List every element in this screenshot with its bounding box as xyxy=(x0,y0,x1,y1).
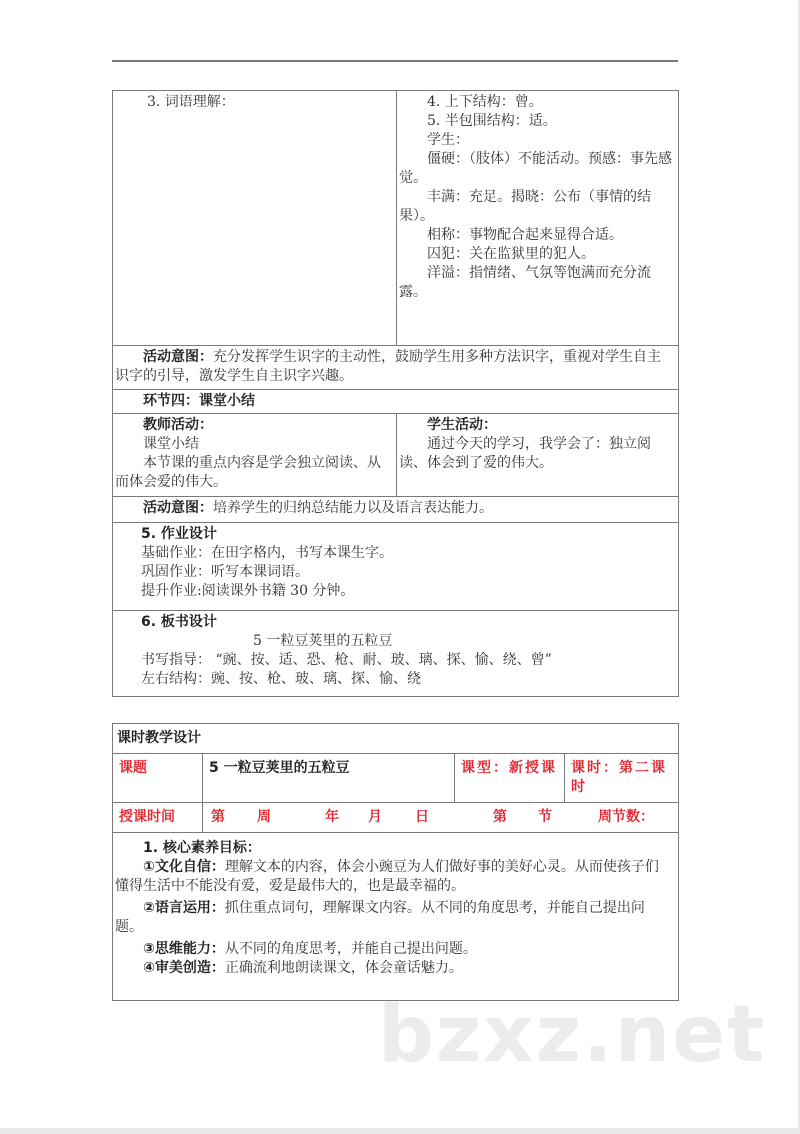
goal-label: ④审美创造： xyxy=(143,960,225,976)
goal-item xyxy=(115,959,672,978)
time-field-weekly-periods: 周节数： xyxy=(598,809,654,825)
time-field-week-prefix: 第 xyxy=(211,809,225,825)
goal-label: ②语言运用： xyxy=(143,900,225,916)
vocab-line: 丰满：充足。揭晓：公布（事情的结果）。 xyxy=(399,189,651,224)
lesson-type: 课型：新授课 xyxy=(461,760,557,776)
board-design-title: 5 一粒豆荚里的五粒豆 xyxy=(253,633,393,649)
goal-label: ①文化自信： xyxy=(143,859,225,875)
homework-item: 基础作业：在田字格内，书写本课生字。 xyxy=(141,545,393,561)
time-field-month: 月 xyxy=(368,809,382,825)
topic-value-cell xyxy=(203,754,455,803)
goal-item xyxy=(115,899,672,937)
time-field-week: 周 xyxy=(257,809,271,825)
activity-intent-text: 充分发挥学生识字的主动性，鼓励学生用多种方法识字，重视对学生自主识字的引导，激发学生自主识字兴趣。 xyxy=(115,349,661,384)
vocab-right-cell xyxy=(397,91,679,346)
vocab-line: 囚犯：关在监狱里的犯人。 xyxy=(427,246,595,262)
activity-intent-label: 活动意图： xyxy=(143,500,213,516)
teaching-time-row xyxy=(113,803,679,833)
goal-text: 理解文本的内容，体会小豌豆为人们做好事的美好心灵。从而使孩子们懂得生活中不能没有爱，爱是最伟大的，也是最幸福的。 xyxy=(115,859,659,894)
page-bottom-edge xyxy=(0,1128,800,1134)
topic-label: 课题 xyxy=(119,760,147,776)
activity-intent-cell-2 xyxy=(113,497,679,523)
table-title-cell xyxy=(113,724,679,754)
homework-item: 提升作业:阅读课外书籍 30 分钟。 xyxy=(141,583,355,599)
student-activity-text: 通过今天的学习，我学会了：独立阅读、体会到了爱的伟大。 xyxy=(399,436,651,471)
time-field-day: 日 xyxy=(415,809,429,825)
lesson-design-table xyxy=(112,723,679,1001)
teacher-activity-line: 本节课的重点内容是学会独立阅读、从而体会爱的伟大。 xyxy=(115,455,381,490)
goals-heading: 1. 核心素养目标： xyxy=(143,840,261,856)
board-design-cell xyxy=(113,611,679,697)
goal-label: ③思维能力： xyxy=(143,941,225,957)
watermark: bzxz.net xyxy=(378,990,767,1080)
lesson-type-cell xyxy=(455,754,565,803)
goal-item xyxy=(115,940,672,959)
table-title: 课时教学设计 xyxy=(117,730,201,746)
section-four-label: 环节四：课堂小结 xyxy=(143,393,255,409)
topic-row xyxy=(113,754,679,803)
time-field-year: 年 xyxy=(325,809,339,825)
teacher-activity-cell xyxy=(113,414,397,497)
activity-intent-row xyxy=(113,346,679,390)
table-title-row xyxy=(113,724,679,754)
homework-cell xyxy=(113,523,679,611)
section-four-row xyxy=(113,390,679,414)
activities-row xyxy=(113,414,679,497)
goals-cell xyxy=(113,833,679,1001)
section-four-cell xyxy=(113,390,679,414)
activity-intent-text: 培养学生的归纳总结能力以及语言表达能力。 xyxy=(213,500,493,516)
teacher-activity-line: 课堂小结 xyxy=(143,436,199,452)
vocab-row xyxy=(113,91,679,346)
goal-text: 抓住重点词句，理解课文内容。从不同的角度思考，并能自己提出问题。 xyxy=(115,900,645,935)
goals-row xyxy=(113,833,679,1001)
student-activity-cell xyxy=(397,414,679,497)
board-design-heading: 6. 板书设计 xyxy=(141,614,217,630)
vocab-line: 相称：事物配合起来显得合适。 xyxy=(427,227,623,243)
vocab-line: 洋溢：指情绪、气氛等饱满而充分流露。 xyxy=(399,265,651,300)
vocab-line: 学生： xyxy=(427,132,469,148)
board-design-row xyxy=(113,611,679,697)
lesson-period: 课时：第二课时 xyxy=(571,760,667,795)
activity-intent-row-2 xyxy=(113,497,679,523)
student-activity-heading: 学生活动： xyxy=(427,417,497,433)
vocab-line: 5. 半包围结构：适。 xyxy=(427,113,557,129)
time-field-period: 节 xyxy=(538,809,552,825)
board-design-left-right: 左右结构：豌、按、枪、玻、璃、探、愉、绕 xyxy=(141,671,421,687)
vocab-heading: 3. 词语理解： xyxy=(147,94,235,110)
lesson-period-cell xyxy=(565,754,679,803)
teaching-time-label: 授课时间 xyxy=(119,809,175,825)
vocab-line: 4. 上下结构：曾。 xyxy=(427,94,543,110)
vocab-line: 僵硬：（肢体）不能活动。预感：事先感觉。 xyxy=(399,151,672,186)
time-field-period-prefix: 第 xyxy=(493,809,507,825)
topic-value: 5 一粒豆荚里的五粒豆 xyxy=(209,760,350,776)
homework-item: 巩固作业：听写本课词语。 xyxy=(141,564,309,580)
activity-intent-cell xyxy=(113,346,679,390)
teacher-activity-heading: 教师活动： xyxy=(143,417,213,433)
homework-heading: 5. 作业设计 xyxy=(141,526,217,542)
goal-item xyxy=(115,858,672,896)
activity-intent-label: 活动意图： xyxy=(143,349,213,365)
lesson-plan-table-continued xyxy=(112,90,679,697)
homework-row xyxy=(113,523,679,611)
teaching-time-fields-cell xyxy=(203,803,679,833)
board-design-guide: 书写指导： “豌、按、适、恐、枪、耐、玻、璃、探、愉、绕、曾” xyxy=(141,652,552,668)
teaching-time-label-cell xyxy=(113,803,203,833)
topic-label-cell xyxy=(113,754,203,803)
vocab-left-cell xyxy=(113,91,397,346)
goal-text: 从不同的角度思考，并能自己提出问题。 xyxy=(224,941,477,957)
header-rule xyxy=(112,60,678,62)
goal-text: 正确流利地朗读课文，体会童话魅力。 xyxy=(224,960,463,976)
